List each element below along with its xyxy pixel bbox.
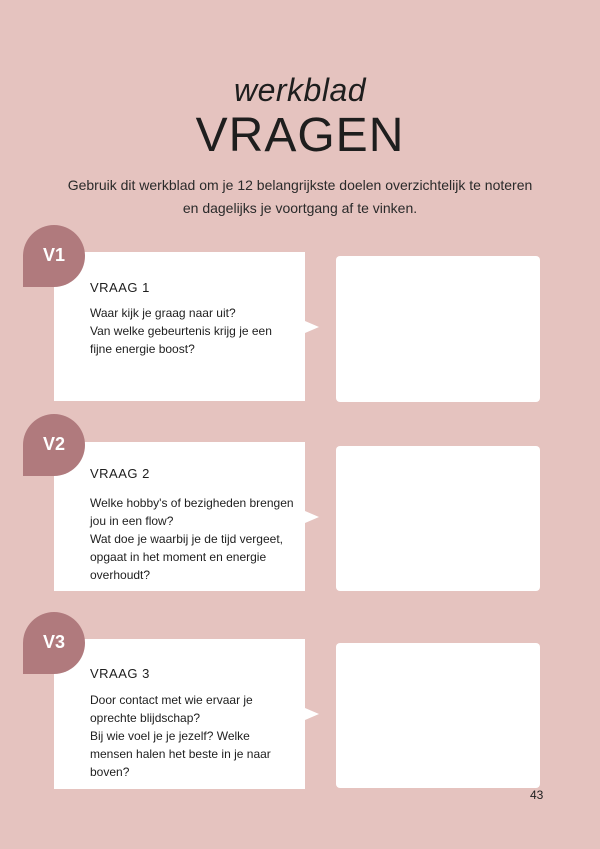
answer-box-2[interactable] bbox=[336, 446, 540, 591]
question-card-2 bbox=[54, 442, 305, 591]
question-text bbox=[90, 304, 295, 358]
answer-box-1[interactable] bbox=[336, 256, 540, 402]
question-badge-2: V2 bbox=[23, 414, 85, 476]
question-line: Wat doe je waarbij je de tijd vergeet, opgaat in het moment en energie overhoudt? bbox=[90, 532, 283, 582]
question-text bbox=[90, 691, 295, 781]
answer-box-3[interactable] bbox=[336, 643, 540, 788]
question-line: Bij wie voel je je jezelf? Welke mensen halen het beste in je naar boven? bbox=[90, 729, 271, 779]
question-label: VRAAG 1 bbox=[90, 280, 150, 295]
question-line: Door contact met wie ervaar je oprechte blijdschap? bbox=[90, 693, 253, 725]
question-text bbox=[90, 494, 295, 584]
question-line: Waar kijk je graag naar uit? bbox=[90, 306, 236, 320]
page-subtitle: werkblad bbox=[233, 72, 367, 108]
question-badge-1: V1 bbox=[23, 225, 85, 287]
question-line: Van welke gebeurtenis krijg je een fijne energie boost? bbox=[90, 324, 272, 356]
question-card-3 bbox=[54, 639, 305, 789]
page-title: VRAGEN bbox=[195, 109, 405, 162]
page-number: 43 bbox=[530, 788, 544, 802]
question-label: VRAAG 3 bbox=[90, 666, 150, 681]
question-line: Welke hobby's of bezigheden brengen jou in een flow? bbox=[90, 496, 294, 528]
question-badge-3: V3 bbox=[23, 612, 85, 674]
question-card-1 bbox=[54, 252, 305, 401]
intro-text: Gebruik dit werkblad om je 12 belangrijkste doelen overzichtelijk te noteren en dagelijks je voortgang af te vinken. bbox=[67, 177, 533, 216]
question-label: VRAAG 2 bbox=[90, 466, 150, 481]
